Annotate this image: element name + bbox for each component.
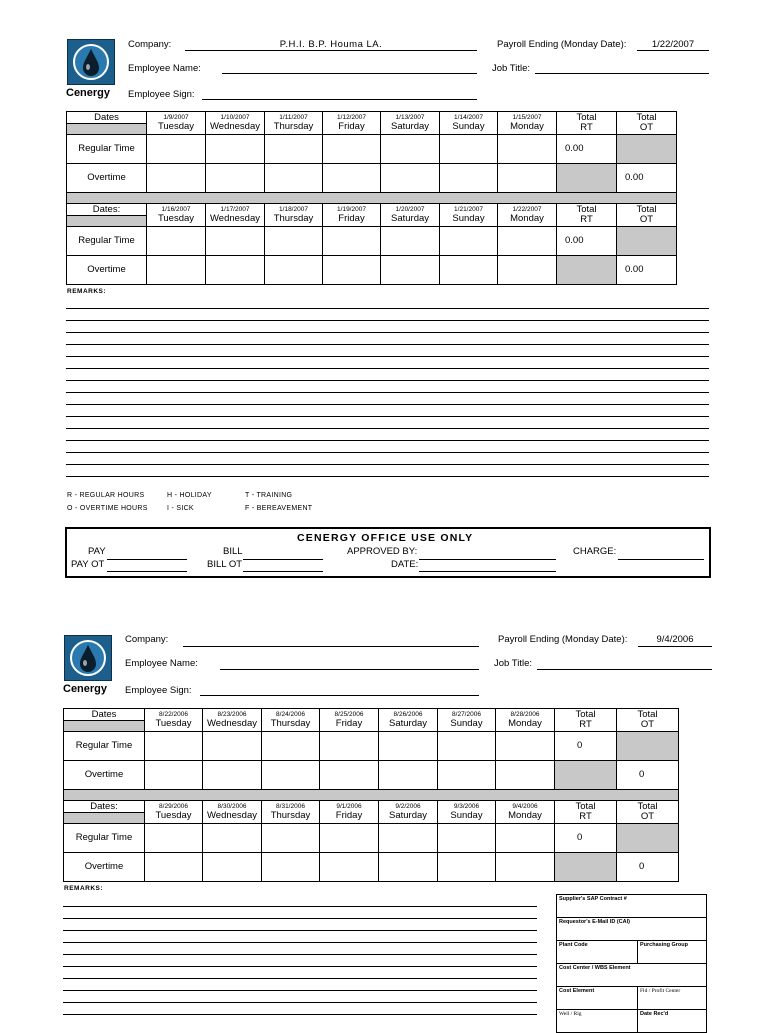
rt-cell[interactable]: [323, 135, 381, 164]
ot-cell[interactable]: [203, 761, 262, 790]
legend-training: T - TRAINING: [245, 492, 293, 499]
rt-cell[interactable]: [498, 227, 557, 256]
rt-total-shade: [557, 256, 617, 285]
ot-total: 0: [617, 853, 679, 882]
date-col-7: 1/22/2007 Monday: [498, 204, 557, 227]
payroll-ending-field[interactable]: [638, 646, 712, 647]
total-ot-header: Total OT: [617, 204, 677, 227]
rt-cell[interactable]: [381, 227, 440, 256]
rt-cell[interactable]: [320, 824, 379, 853]
ot-cell[interactable]: [206, 164, 265, 193]
date-col-6: 9/3/2006 Sunday: [438, 801, 496, 824]
bill-label: BILL: [223, 546, 243, 557]
legend-bereavement: F - BEREAVEMENT: [245, 505, 313, 512]
ot-cell[interactable]: [438, 761, 496, 790]
payroll-ending-label: Payroll Ending (Monday Date):: [498, 634, 628, 645]
company-label: Company:: [125, 634, 169, 645]
rt-cell[interactable]: [440, 227, 498, 256]
sap-info-table: [556, 894, 707, 1033]
rt-cell[interactable]: [440, 135, 498, 164]
job-title-label: Job Title:: [492, 63, 531, 74]
employee-sign-label: Employee Sign:: [128, 89, 195, 100]
legend-regular: R - REGULAR HOURS: [67, 492, 145, 499]
employee-name-label: Employee Name:: [125, 658, 198, 669]
sap-profit-center-cell[interactable]: Fld / Profit Center: [638, 987, 707, 1010]
ot-total: 0.00: [617, 256, 677, 285]
charge-field[interactable]: [618, 559, 704, 560]
dates-header: Dates:: [67, 204, 147, 216]
sap-cost-center-cell[interactable]: Cost Center / WBS Element: [557, 964, 707, 987]
pay-ot-label: PAY OT: [71, 559, 105, 570]
ot-cell[interactable]: [496, 761, 555, 790]
rt-cell[interactable]: [147, 227, 206, 256]
ot-cell[interactable]: [147, 164, 206, 193]
rt-cell[interactable]: [262, 732, 320, 761]
payroll-ending-value: 9/4/2006: [656, 634, 694, 645]
date-col-3: 1/11/2007 Thursday: [265, 112, 323, 135]
rt-cell[interactable]: [379, 732, 438, 761]
rt-total-shade: [557, 164, 617, 193]
week-separator: [64, 790, 679, 801]
timesheet-table-2: [63, 708, 679, 882]
payroll-ending-value: 1/22/2007: [651, 39, 695, 50]
date-col-5: 1/13/2007 Saturday: [381, 112, 440, 135]
date-col-1: 1/9/2007 Tuesday: [147, 112, 206, 135]
office-use-title: CENERGY OFFICE USE ONLY: [297, 532, 474, 544]
employee-sign-field[interactable]: [200, 695, 479, 696]
rt-cell[interactable]: [381, 135, 440, 164]
total-rt-header: Total RT: [557, 204, 617, 227]
rt-total: 0.00: [557, 227, 617, 256]
total-ot-header: Total OT: [617, 709, 679, 732]
company-field[interactable]: [183, 646, 479, 647]
total-rt-header: Total RT: [555, 801, 617, 824]
sap-cost-element-cell[interactable]: Cost Element: [557, 987, 638, 1010]
ot-cell[interactable]: [265, 164, 323, 193]
dates-shade: [67, 124, 147, 135]
ot-total-shade: [617, 227, 677, 256]
bill-ot-label: BILL OT: [207, 559, 243, 570]
date-col-6: 1/14/2007 Sunday: [440, 112, 498, 135]
rt-cell[interactable]: [203, 732, 262, 761]
employee-sign-label: Employee Sign:: [125, 685, 192, 696]
overtime-label: Overtime: [64, 761, 145, 790]
ot-total-shade: [617, 135, 677, 164]
rt-cell[interactable]: [496, 732, 555, 761]
dates-shade: [67, 216, 147, 227]
ot-cell[interactable]: [438, 853, 496, 882]
date-col-1: 8/22/2006 Tuesday: [145, 709, 203, 732]
sap-purchasing-group-cell[interactable]: Purchasing Group: [638, 941, 707, 964]
ot-cell[interactable]: [145, 761, 203, 790]
date-col-7: 1/15/2007 Monday: [498, 112, 557, 135]
rt-cell[interactable]: [147, 135, 206, 164]
ot-total-shade: [617, 824, 679, 853]
date-col-2: 8/30/2006 Wednesday: [203, 801, 262, 824]
date-col-2: 1/10/2007 Wednesday: [206, 112, 265, 135]
ot-cell[interactable]: [379, 761, 438, 790]
ot-cell[interactable]: [323, 164, 381, 193]
approved-by-field[interactable]: [419, 559, 556, 560]
ot-cell[interactable]: [440, 256, 498, 285]
ot-cell[interactable]: [320, 853, 379, 882]
date-col-3: 8/31/2006 Thursday: [262, 801, 320, 824]
ot-cell[interactable]: [320, 761, 379, 790]
ot-cell[interactable]: [203, 853, 262, 882]
job-title-label: Job Title:: [494, 658, 533, 669]
dates-shade: [64, 721, 145, 732]
date-col-7: 9/4/2006 Monday: [496, 801, 555, 824]
ot-total-shade: [617, 732, 679, 761]
ot-cell[interactable]: [323, 256, 381, 285]
dates-header: Dates: [64, 709, 145, 721]
bill-field[interactable]: [243, 559, 323, 560]
ot-total: 0: [617, 761, 679, 790]
sap-well-rig-cell[interactable]: Well / Rig: [557, 1010, 638, 1033]
total-rt-header: Total RT: [557, 112, 617, 135]
ot-cell[interactable]: [147, 256, 206, 285]
payroll-ending-label: Payroll Ending (Monday Date):: [497, 39, 627, 50]
ot-cell[interactable]: [381, 256, 440, 285]
dates-header: Dates: [67, 112, 147, 124]
regular-time-label: Regular Time: [67, 227, 147, 256]
company-field[interactable]: [185, 50, 477, 51]
logo-text: Cenergy: [66, 87, 111, 99]
company-value: P.H.I. B.P. Houma LA.: [279, 39, 383, 50]
bill-ot-field[interactable]: [243, 571, 323, 572]
regular-time-label: Regular Time: [67, 135, 147, 164]
company-label: Company:: [128, 39, 172, 50]
date-col-2: 1/17/2007 Wednesday: [206, 204, 265, 227]
date-col-1: 1/16/2007 Tuesday: [147, 204, 206, 227]
ot-cell[interactable]: [379, 853, 438, 882]
date-col-6: 1/21/2007 Sunday: [440, 204, 498, 227]
legend-holiday: H - HOLIDAY: [167, 492, 212, 499]
rt-total: 0: [555, 824, 617, 853]
pay-ot-field[interactable]: [107, 571, 187, 572]
ot-cell[interactable]: [206, 256, 265, 285]
payroll-ending-field[interactable]: [637, 50, 709, 51]
timesheet-table-1: [66, 111, 677, 285]
rt-cell[interactable]: [206, 135, 265, 164]
sap-plant-code-cell[interactable]: Plant Code: [557, 941, 638, 964]
regular-time-label: Regular Time: [64, 824, 145, 853]
charge-label: CHARGE:: [573, 546, 617, 557]
date-col-5: 8/26/2006 Saturday: [379, 709, 438, 732]
week-separator: [67, 193, 677, 204]
rt-cell[interactable]: [498, 135, 557, 164]
date-col-2: 8/23/2006 Wednesday: [203, 709, 262, 732]
date-col-3: 1/18/2007 Thursday: [265, 204, 323, 227]
regular-time-label: Regular Time: [64, 732, 145, 761]
rt-cell[interactable]: [496, 824, 555, 853]
rt-total: 0.00: [557, 135, 617, 164]
date-col-1: 8/29/2006 Tuesday: [145, 801, 203, 824]
date-col-4: 1/12/2007 Friday: [323, 112, 381, 135]
pay-field[interactable]: [107, 559, 187, 560]
date-col-5: 9/2/2006 Saturday: [379, 801, 438, 824]
ot-cell[interactable]: [265, 256, 323, 285]
employee-sign-field[interactable]: [202, 99, 477, 100]
total-ot-header: Total OT: [617, 112, 677, 135]
rt-cell[interactable]: [203, 824, 262, 853]
employee-name-field[interactable]: [220, 669, 479, 670]
logo-text: Cenergy: [63, 683, 108, 695]
overtime-label: Overtime: [67, 164, 147, 193]
rt-cell[interactable]: [323, 227, 381, 256]
ot-cell[interactable]: [145, 853, 203, 882]
dates-shade: [64, 813, 145, 824]
job-title-field[interactable]: [535, 73, 709, 74]
rt-cell[interactable]: [145, 732, 203, 761]
rt-cell[interactable]: [145, 824, 203, 853]
date-col-7: 8/28/2006 Monday: [496, 709, 555, 732]
overtime-label: Overtime: [67, 256, 147, 285]
approved-by-label: APPROVED BY:: [347, 546, 418, 557]
ot-cell[interactable]: [381, 164, 440, 193]
ot-cell[interactable]: [262, 761, 320, 790]
rt-cell[interactable]: [265, 227, 323, 256]
rt-total: 0: [555, 732, 617, 761]
employee-name-field[interactable]: [222, 73, 477, 74]
pay-label: PAY: [88, 546, 106, 557]
ot-cell[interactable]: [498, 164, 557, 193]
rt-cell[interactable]: [206, 227, 265, 256]
rt-cell[interactable]: [262, 824, 320, 853]
rt-cell[interactable]: [265, 135, 323, 164]
date-col-5: 1/20/2007 Saturday: [381, 204, 440, 227]
date-col-4: 9/1/2006 Friday: [320, 801, 379, 824]
date-col-3: 8/24/2006 Thursday: [262, 709, 320, 732]
date-col-4: 8/25/2006 Friday: [320, 709, 379, 732]
rt-total-shade: [555, 853, 617, 882]
rt-cell[interactable]: [320, 732, 379, 761]
remarks-label: REMARKS:: [67, 288, 107, 295]
ot-cell[interactable]: [262, 853, 320, 882]
dates-header: Dates:: [64, 801, 145, 813]
overtime-label: Overtime: [64, 853, 145, 882]
cenergy-logo-icon: [64, 635, 112, 681]
rt-cell[interactable]: [379, 824, 438, 853]
legend-overtime: O - OVERTIME HOURS: [67, 505, 148, 512]
ot-total: 0.00: [617, 164, 677, 193]
office-use-box: [65, 527, 711, 578]
sap-requestor-cell[interactable]: Requestor's E-Mail ID (CAI): [557, 918, 707, 941]
rt-cell[interactable]: [438, 824, 496, 853]
date-field[interactable]: [419, 571, 556, 572]
rt-total-shade: [555, 761, 617, 790]
legend-sick: I - SICK: [167, 505, 194, 512]
employee-name-label: Employee Name:: [128, 63, 201, 74]
date-col-4: 1/19/2007 Friday: [323, 204, 381, 227]
sap-contract-cell[interactable]: Supplier's SAP Contract #: [557, 895, 707, 918]
cenergy-logo-icon: [67, 39, 115, 85]
sap-date-recd-cell[interactable]: Date Rec'd: [638, 1010, 707, 1033]
date-col-6: 8/27/2006 Sunday: [438, 709, 496, 732]
job-title-field[interactable]: [537, 669, 712, 670]
date-label: DATE:: [391, 559, 419, 570]
total-ot-header: Total OT: [617, 801, 679, 824]
ot-cell[interactable]: [440, 164, 498, 193]
ot-cell[interactable]: [496, 853, 555, 882]
total-rt-header: Total RT: [555, 709, 617, 732]
rt-cell[interactable]: [438, 732, 496, 761]
remarks-label: REMARKS:: [64, 885, 104, 892]
ot-cell[interactable]: [498, 256, 557, 285]
